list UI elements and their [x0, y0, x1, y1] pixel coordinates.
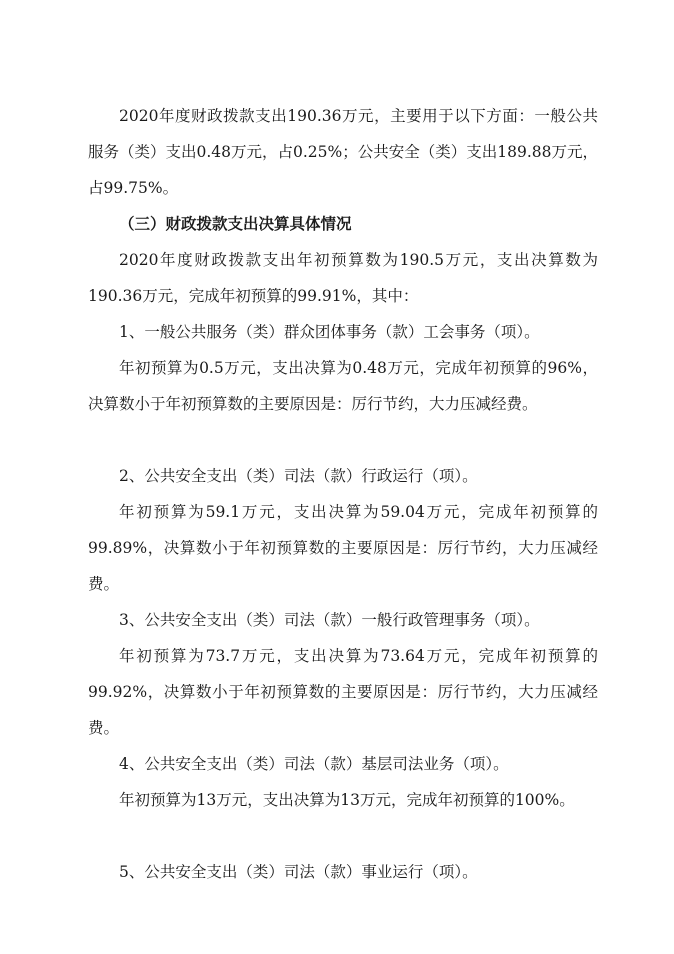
item-3-detail: 年初预算为73.7万元，支出决算为73.64万元，完成年初预算的99.92%，决算数小于年初预算数的主要原因是：厉行节约，大力压减经费。 — [88, 647, 598, 737]
item-4-detail: 年初预算为13万元，支出决算为13万元，完成年初预算的100%。 — [119, 791, 575, 809]
item-5-title: 5、公共安全支出（类）司法（款）事业运行（项）。 — [119, 863, 478, 881]
paragraph-budget-overview: 2020年度财政拨款支出年初预算数为190.5万元，支出决算数为190.36万元，完成年初预算的99.91%，其中： — [88, 251, 598, 305]
item-1-title: 1、一般公共服务（类）群众团体事务（款）工会事务（项）。 — [119, 323, 540, 341]
item-2-title: 2、公共安全支出（类）司法（款）行政运行（项）。 — [119, 467, 478, 485]
item-3-title: 3、公共安全支出（类）司法（款）一般行政管理事务（项）。 — [119, 611, 540, 629]
paragraph-expenditure-summary: 2020年度财政拨款支出190.36万元，主要用于以下方面：一般公共服务（类）支出0.48万元，占0.25%；公共安全（类）支出189.88万元，占99.75%。 — [88, 107, 598, 197]
item-1-detail: 年初预算为0.5万元，支出决算为0.48万元，完成年初预算的96%，决算数小于年初预算数的主要原因是：厉行节约，大力压减经费。 — [88, 359, 598, 413]
item-4-title: 4、公共安全支出（类）司法（款）基层司法业务（项）。 — [119, 755, 509, 773]
section-heading-3: （三）财政拨款支出决算具体情况 — [119, 215, 352, 233]
item-2-detail: 年初预算为59.1万元，支出决算为59.04万元，完成年初预算的99.89%，决算数小于年初预算数的主要原因是：厉行节约，大力压减经费。 — [88, 503, 598, 593]
